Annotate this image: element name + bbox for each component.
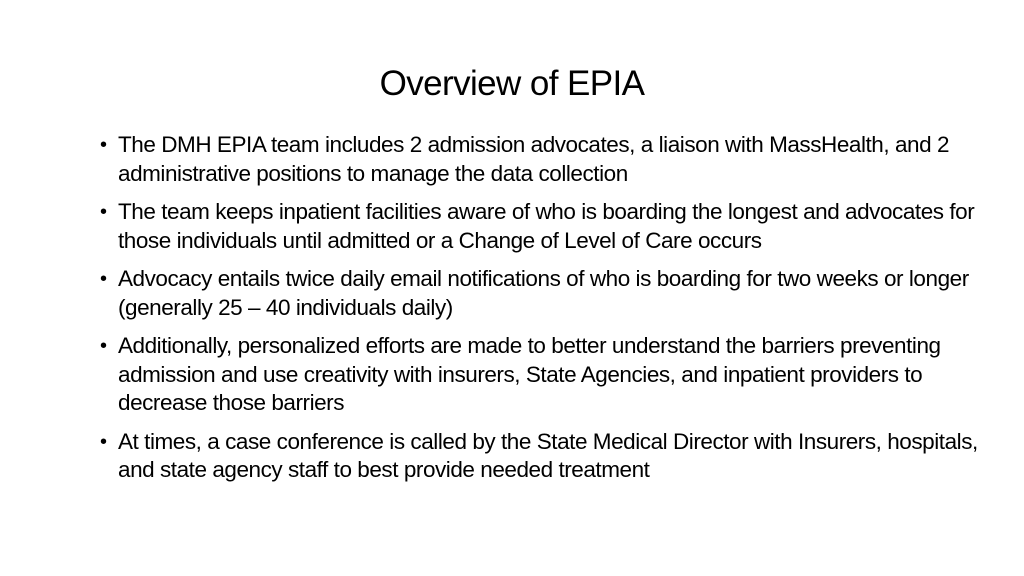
bullet-point-icon: • xyxy=(100,268,107,290)
bullet-text: Advocacy entails twice daily email notifications of who is boarding for two weeks or longer (generally 25 – 40 individuals daily) xyxy=(118,266,969,320)
bullet-item-awareness xyxy=(100,198,1012,255)
bullet-item-efforts xyxy=(100,332,1012,418)
bullet-item-team xyxy=(100,131,1012,188)
bullet-item-case-conference xyxy=(100,428,1012,485)
bullet-point-icon: • xyxy=(100,335,107,357)
bullet-point-icon: • xyxy=(100,430,107,453)
bullet-text: Additionally, personalized efforts are made to better understand the barriers preventing admission and use creativity with insurers, State Agencies, and inpatient providers to decrease those barriers xyxy=(118,333,941,415)
bullet-point-icon: • xyxy=(100,134,107,156)
slide-title: Overview of EPIA xyxy=(379,64,645,103)
bullet-text: The team keeps inpatient facilities aware of who is boarding the longest and advocates for those individuals until admitted or a Change of Level of Care occurs xyxy=(118,199,975,253)
bullet-item-advocacy xyxy=(100,265,1012,322)
bullet-text: At times, a case conference is called by the State Medical Director with Insurers, hospitals, and state agency staff to best provide needed treatment xyxy=(118,428,978,482)
bullet-point-icon: • xyxy=(100,201,107,223)
bullet-text: The DMH EPIA team includes 2 admission advocates, a liaison with MassHealth, and 2 administrative positions to manage the data collection xyxy=(118,132,950,186)
bullet-list xyxy=(100,131,1012,495)
